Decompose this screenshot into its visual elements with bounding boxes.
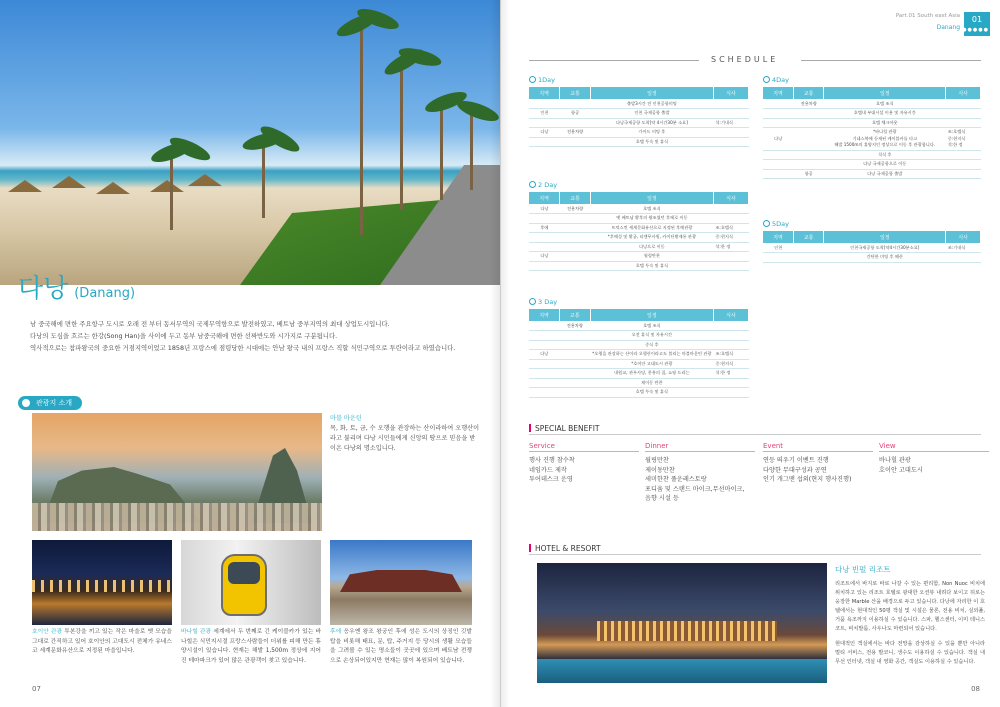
col-header: 교통 [560,192,591,204]
clock-icon [529,298,536,305]
table-cell [793,118,823,128]
day2-label: 2 Day [529,181,557,189]
table-cell: 출발3시간 전 인천공항미팅 [590,99,713,109]
table-cell: 조:기내식 [946,243,981,253]
benefit-item: 행사 진행 참수착 [529,457,575,464]
table-cell [529,214,560,224]
table-cell [560,261,591,271]
table-row [529,378,749,388]
table-row [529,350,749,360]
col-header: 교통 [793,87,823,99]
table-cell: 다낭국제공항 도착[약 4시간30분 소요] [590,118,713,128]
chapter-number: 01 [964,12,990,36]
intro-text: 남 중국해에 면한 주요항구 도시로 오래 전 부터 동서무역의 국제무역항으로 발전하였고, 베트남 중부지역의 최대 상업도시입니다. 다낭의 도심을 흐르는 한강(Song Han)을 사이에 두고 동부 남중국해에 면한 선짜반도와 시가지로 구분됩니다. 역사적으로는 참파왕국의 중요한 거점지역이었고 1858년 프랑스에 점령당한 시대에는 안남 왕국 내의 프랑스 직할 식민구역으로 투란이라고 하였습니다. [30,320,456,352]
table-row [529,109,749,119]
table-cell [560,359,591,369]
col-header: 지역 [529,87,560,99]
table-cell: 전용차량 [793,99,823,109]
table-row [763,150,981,160]
table-cell: 오전 휴식 및 자유시간 [590,331,713,341]
table-cell [763,160,793,170]
table-cell: 전용차량 [560,128,591,138]
table-cell: 조:호텔식 [713,223,748,233]
table-cell [946,160,981,170]
hue-photo [330,540,472,625]
table-cell [763,169,793,179]
benefit-column [645,442,755,504]
table-cell [713,388,748,398]
table-cell [529,118,560,128]
table-cell: 내원교, 관우사당, 풍흥의 집, 쇼핑 드리는 [590,369,713,379]
col-header: 식사 [713,192,748,204]
benefit-item: 호이안 고대도시 [879,466,923,474]
table-row [529,388,749,398]
table-cell: 호텔내 부대시설 이용 및 자유시간 [824,109,946,119]
bana-cablecar-photo [181,540,321,625]
table-cell: 다낭 국제공항으로 이동 [824,160,946,170]
table-cell: 가이드 미팅 후 [590,128,713,138]
benefit-title: SPECIAL BENEFIT [529,424,600,433]
table-row [529,340,749,350]
table-cell [529,369,560,379]
table-row [529,321,749,331]
col-header: 식사 [713,87,748,99]
col-header: 일정 [824,87,946,99]
table-cell: 호텔 투숙 및 휴식 [590,137,713,147]
clock-icon [763,220,770,227]
hue-caption: 후에 응우옌 왕조 왕궁인 후에 성은 도시의 상징인 깃발탑을 비롯해 태묘, 문, 탑, 주거지 등 당시의 생활 모습들을 그려볼 수 있는 명소들이 곳곳에 있으며 베트남 전쟁으로 손상되어있지만 현재는 많이 복원되어 있습니다. [330,629,472,664]
table-row [763,253,981,263]
table-row [529,99,749,109]
table-cell [793,160,823,170]
table-cell: 호텔 조식 [590,204,713,214]
table-cell [793,243,823,253]
table-row [529,137,749,147]
table-cell: 다낭 [529,204,560,214]
table-row [529,128,749,138]
hoian-caption: 호이안 관광 투본강을 끼고 있는 작은 마을로 옛 모습을 그대로 간직하고 있어 호이안의 고대도시 전체가 유네스코 세계문화유산으로 지정된 마을입니다. [32,629,173,654]
day1-table [529,87,749,147]
table-cell [793,150,823,160]
table-cell [529,388,560,398]
table-row [529,359,749,369]
benefit-item: 포디움 및 스탠드 마이크,무선마이크, [645,485,745,493]
table-cell [560,378,591,388]
col-header: 식사 [946,231,981,243]
pin-icon [22,399,30,407]
benefit-heading: View [879,442,989,452]
page-number: 08 [971,685,980,693]
table-row [529,369,749,379]
table-cell [529,137,560,147]
table-row [529,223,749,233]
resort-photo [537,563,827,683]
table-cell [560,242,591,252]
table-cell: *호이안 고대도시 관광 [590,359,713,369]
page-header: Part.01 South east Asia Danang 01 ●●●●● [850,10,1000,36]
benefit-item: 다양한 무대구성과 공연 [763,466,827,474]
table-cell: *오행을 관장하는 산이라 오행산이라고도 불리는 마블마운틴 관광 [590,350,713,360]
table-cell [763,150,793,160]
col-header: 식사 [946,87,981,99]
hotel-title: HOTEL & RESORT [529,544,601,553]
table-cell: 다낭 [763,128,793,151]
section-tag: 관광지 소개 [18,396,82,410]
col-header: 교통 [560,87,591,99]
table-cell [560,118,591,128]
table-cell: 후에 [529,223,560,233]
table-cell [793,128,823,151]
table-cell: 다낭 국제공항 출발 [824,169,946,179]
table-cell [713,340,748,350]
table-row [763,243,981,253]
table-cell: 석:기내식 [713,118,748,128]
table-cell [560,331,591,341]
table-cell [713,204,748,214]
marble-mountain-photo [32,413,322,531]
table-cell [560,252,591,262]
table-cell [946,118,981,128]
table-cell [793,109,823,119]
table-row [529,261,749,271]
table-cell [713,99,748,109]
table-row [529,331,749,341]
table-cell [560,214,591,224]
table-cell [529,261,560,271]
col-header: 식사 [713,309,748,321]
table-cell: 다낭으로 이동 [590,242,713,252]
table-cell: 전용차량 [560,204,591,214]
table-cell [529,378,560,388]
table-row [529,252,749,262]
table-cell: 인천국제공항 도착[약4시간30분소요] [824,243,946,253]
benefit-heading: Dinner [645,442,755,452]
right-page [500,0,1000,707]
table-row [763,99,981,109]
benefit-item: 제이동만찬 [645,466,675,474]
table-cell: 항공 [793,169,823,179]
day5-table [763,231,981,263]
col-header: 교통 [793,231,823,243]
table-cell: 호텔 조식 [824,99,946,109]
table-cell [529,242,560,252]
table-cell [713,137,748,147]
table-cell [946,253,981,263]
benefit-heading: Service [529,442,639,452]
day3-label: 3 Day [529,298,557,306]
clock-icon [529,181,536,188]
table-cell [763,253,793,263]
day4-table [763,87,981,179]
table-cell [946,99,981,109]
table-cell: 다낭 [529,252,560,262]
table-cell [560,388,591,398]
table-cell [560,340,591,350]
day4-label: 4Day [763,76,789,84]
table-cell: 중:현지식 [713,233,748,243]
table-row [529,204,749,214]
day1-label: 1Day [529,76,555,84]
page-title: 다낭 (Danang) [18,274,136,304]
page-number: 07 [32,685,41,693]
table-cell: 간단한 미팅 후 해산 [824,253,946,263]
table-cell [560,137,591,147]
table-cell: *후에성 및 황궁, 티엔무사원, 카이딘황제릉 관광 [590,233,713,243]
table-cell: 중:현지식 [713,359,748,369]
table-cell [713,109,748,119]
benefit-item: 음향 시설 등 [645,495,679,502]
col-header: 일정 [824,231,946,243]
table-cell: 호텔 투숙 및 휴식 [590,388,713,398]
table-row [763,118,981,128]
table-cell: 인천 [763,243,793,253]
table-cell: 제이동 만찬 [590,378,713,388]
table-cell: 석식 후 [824,150,946,160]
table-cell [713,378,748,388]
hoian-photo [32,540,172,625]
col-header: 일정 [590,309,713,321]
table-row [529,118,749,128]
clock-icon [763,76,770,83]
benefit-item: 투어데스크 운영 [529,476,573,483]
col-header: 지역 [529,192,560,204]
benefit-column [763,442,873,485]
table-cell [560,99,591,109]
table-cell [560,369,591,379]
table-cell [946,109,981,119]
table-cell [560,233,591,243]
table-row [529,233,749,243]
table-cell [713,128,748,138]
benefit-item: 네임카드 제작 [529,466,567,474]
table-cell: 다낭 [529,350,560,360]
day2-table [529,192,749,271]
benefit-item: 연등 띄우기 이벤트 진행 [763,457,829,464]
table-cell [946,150,981,160]
benefit-item: 세미한찬 풀운레스토랑 [645,476,707,483]
table-cell [560,350,591,360]
benefit-item: 인기 개그맨 섭외(현지 행사진행) [763,476,852,483]
table-cell: 인천 [529,109,560,119]
table-cell [529,359,560,369]
bana-caption: 바나힐 관광 세계에서 두 번째로 긴 케이블카가 있는 바나힐은 식민지시절 프랑스사람들이 더위를 피해 만든 휴양시설이 있습니다. 현재는 해발 1,500m 정상에 지어진 테마파크가 있어 많은 관광객이 찾고 있습니다. [181,629,322,664]
resort-description: 리조트에서 바지로 바로 나갈 수 있는 편리함, Non Nuoc 비치에 위치하고 있는 리조트 호텔로 광대한 오션뷰 내려다 보이고 뒤로는 웅장한 Marble 산을 배경으로 두고 있습니다. 다낭에 자리한 이 호텔에서는 현대적인 50평 객실 및 시설은 물론, 전용 비치, 실외풀, 거품 욕조까지 이용하실 수 있습니다. 스파, 헬스센터, 이미 테니스코트, 비치발룸, 사우나도 마련되어 있습니다. 현대적인 객실에서는 바다 전망을 감상하실 수 있을 뿐만 아니라 멀티 서비스, 전용 발코니, 생수도 이용하실 수 있습니다. 객실 내 무선 인터넷, 객실 내 영화 공간, 객실도 이용하실 수 있습니다. [835,581,985,665]
table-row [529,242,749,252]
table-cell [713,261,748,271]
benefit-item: 바나힐 관광 [879,457,911,464]
table-cell: 중식 후 [590,340,713,350]
gutter-shadow [490,0,510,707]
col-header: 일정 [590,87,713,99]
benefit-item: 월링만찬 [645,457,669,464]
col-header: 교통 [560,309,591,321]
clock-icon [529,76,536,83]
table-cell: 호텔 투숙 및 휴식 [590,261,713,271]
table-cell [713,252,748,262]
table-cell: 조:호텔식 중:현지식 석:한 정 [946,128,981,151]
table-row [763,160,981,170]
table-row [763,128,981,151]
day3-table [529,309,749,398]
table-cell [529,321,560,331]
table-cell: 조:호텔식 [713,350,748,360]
table-cell [763,109,793,119]
table-cell [529,331,560,341]
table-cell [713,214,748,224]
table-row [529,214,749,224]
col-header: 일정 [590,192,713,204]
table-cell [763,99,793,109]
table-cell [529,99,560,109]
table-cell: *바나힐 관광 기네스북에 등재된 케이블카를 타고 해발 1500m의 휴양지인 정상으로 이동 후 관광합니다. [824,128,946,151]
table-cell [529,340,560,350]
benefit-heading: Event [763,442,873,452]
beach-hero-photo [0,0,500,285]
table-cell [529,233,560,243]
table-cell [713,331,748,341]
table-cell: 옛 베트남 황후의 왕조였던 후에로 이동 [590,214,713,224]
benefit-column [529,442,639,485]
table-cell: 항공 [560,109,591,119]
table-cell: 석:한 정 [713,369,748,379]
table-cell: 호텔 체크아웃 [824,118,946,128]
table-cell [560,223,591,233]
table-cell [713,321,748,331]
resort-name: 다낭 빈펄 리조트 [835,565,891,574]
schedule-title: SCHEDULE [711,55,779,64]
table-cell [946,169,981,179]
benefit-column [879,442,989,475]
day5-label: 5Day [763,220,789,228]
col-header: 지역 [529,309,560,321]
table-cell [763,118,793,128]
table-cell: 월링만찬 [590,252,713,262]
table-row [763,169,981,179]
table-cell: 인천 국제공항 출발 [590,109,713,119]
table-cell: 다낭 [529,128,560,138]
table-cell [793,253,823,263]
col-header: 지역 [763,231,793,243]
marble-caption: 마블 마운틴 목, 화, 토, 금, 수 오행을 관장하는 산이라하여 오행산이라고 불리며 다낭 시민들에게 신앙의 땅으로 믿음을 받이온 다낭의 명소입니다. [330,415,480,452]
table-cell: 석:한 정 [713,242,748,252]
table-cell: 전용차량 [560,321,591,331]
table-cell: 호텔 조식 [590,321,713,331]
col-header: 지역 [763,87,793,99]
table-row [763,109,981,119]
table-cell: 뜨억스컨 세계문화유산으로 지정된 후에관광 [590,223,713,233]
